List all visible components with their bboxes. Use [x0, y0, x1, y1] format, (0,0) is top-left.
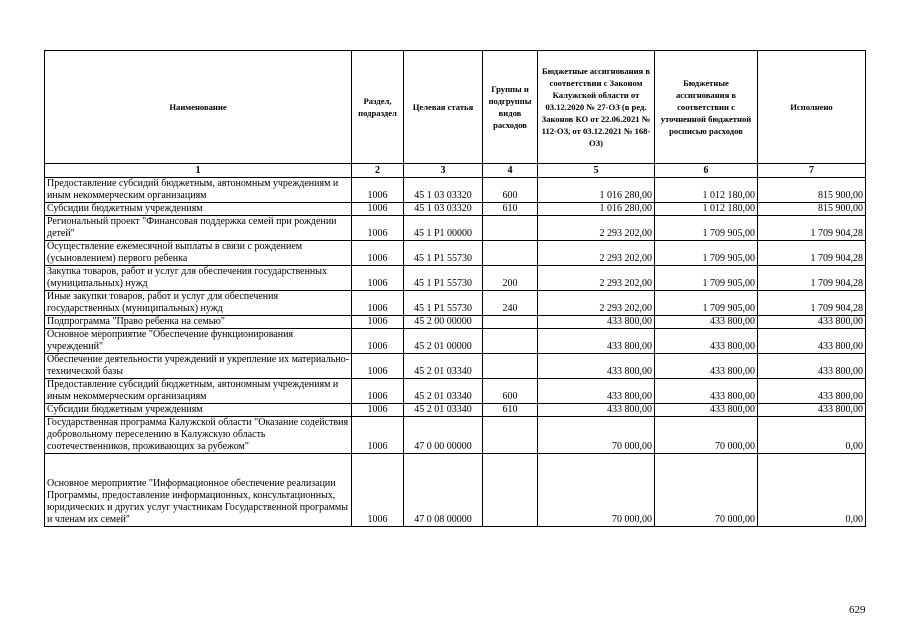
cell-executed: 0,00: [758, 454, 866, 527]
cell-law-amount: 433 800,00: [538, 354, 655, 379]
table-row: [45, 316, 866, 329]
cell-group: 600: [483, 178, 538, 203]
cell-section: 1006: [352, 241, 404, 266]
cell-group: [483, 241, 538, 266]
cell-target: 45 2 01 00000: [404, 329, 483, 354]
cell-target: 45 1 03 03320: [404, 203, 483, 216]
cell-group: 200: [483, 266, 538, 291]
cell-revised-amount: 70 000,00: [655, 454, 758, 527]
table-row: [45, 291, 866, 316]
cell-revised-amount: 433 800,00: [655, 354, 758, 379]
header-target: Целевая статья: [404, 51, 483, 164]
cell-law-amount: 2 293 202,00: [538, 241, 655, 266]
cell-target: 47 0 00 00000: [404, 417, 483, 454]
cell-executed: 433 800,00: [758, 404, 866, 417]
cell-section: 1006: [352, 291, 404, 316]
cell-target: 45 1 P1 00000: [404, 216, 483, 241]
cell-revised-amount: 1 709 905,00: [655, 266, 758, 291]
cell-law-amount: 433 800,00: [538, 379, 655, 404]
cell-group: [483, 454, 538, 527]
header-revised-amount: Бюджетные ассигнования в соответствии с уточненной бюджетной росписью расходов: [655, 51, 758, 164]
table-row: [45, 417, 866, 454]
cell-executed: 433 800,00: [758, 354, 866, 379]
cell-group: 600: [483, 379, 538, 404]
cell-revised-amount: 1 709 905,00: [655, 216, 758, 241]
table-row: [45, 178, 866, 203]
cell-section: 1006: [352, 316, 404, 329]
column-number: 5: [538, 164, 655, 178]
cell-section: 1006: [352, 203, 404, 216]
cell-executed: 1 709 904,28: [758, 216, 866, 241]
cell-group: [483, 417, 538, 454]
header-row: [45, 51, 866, 164]
column-number: 6: [655, 164, 758, 178]
cell-revised-amount: 433 800,00: [655, 379, 758, 404]
cell-name: Предоставление субсидий бюджетным, автономным учреждениям и иным некоммерческим организациям: [45, 178, 352, 203]
table-row: [45, 266, 866, 291]
cell-target: 45 1 P1 55730: [404, 241, 483, 266]
cell-executed: 1 709 904,28: [758, 241, 866, 266]
cell-name: Государственная программа Калужской области "Оказание содействия добровольному переселению в Калужскую область соотечественников, проживающих за рубежом": [45, 417, 352, 454]
cell-executed: 433 800,00: [758, 329, 866, 354]
cell-law-amount: 2 293 202,00: [538, 291, 655, 316]
cell-section: 1006: [352, 329, 404, 354]
column-number: 4: [483, 164, 538, 178]
cell-name: Закупка товаров, работ и услуг для обеспечения государственных (муниципальных) нужд: [45, 266, 352, 291]
cell-law-amount: 2 293 202,00: [538, 216, 655, 241]
table-row: [45, 454, 866, 527]
cell-name: Подпрограмма "Право ребенка на семью": [45, 316, 352, 329]
cell-revised-amount: 433 800,00: [655, 404, 758, 417]
cell-target: 45 2 01 03340: [404, 379, 483, 404]
column-number-row: [45, 164, 866, 178]
cell-target: 45 1 P1 55730: [404, 291, 483, 316]
cell-law-amount: 1 016 280,00: [538, 203, 655, 216]
table-row: [45, 379, 866, 404]
cell-section: 1006: [352, 417, 404, 454]
column-number: 7: [758, 164, 866, 178]
column-number: 1: [45, 164, 352, 178]
cell-name: Субсидии бюджетным учреждениям: [45, 203, 352, 216]
table-row: [45, 203, 866, 216]
cell-executed: 815 900,00: [758, 178, 866, 203]
cell-target: 45 1 P1 55730: [404, 266, 483, 291]
cell-section: 1006: [352, 454, 404, 527]
budget-table: [44, 50, 866, 527]
cell-executed: 0,00: [758, 417, 866, 454]
cell-law-amount: 70 000,00: [538, 454, 655, 527]
cell-group: 240: [483, 291, 538, 316]
cell-name: Основное мероприятие "Информационное обеспечение реализации Программы, предоставление информационных, консультационных, юридических и других услуг участникам Государственной программы и членам их семей": [45, 454, 352, 527]
table-body: [45, 178, 866, 527]
cell-group: 610: [483, 404, 538, 417]
cell-name: Региональный проект "Финансовая поддержка семей при рождении детей": [45, 216, 352, 241]
cell-group: 610: [483, 203, 538, 216]
cell-revised-amount: 433 800,00: [655, 329, 758, 354]
header-group: Группы и подгруппы видов расходов: [483, 51, 538, 164]
cell-revised-amount: 1 012 180,00: [655, 178, 758, 203]
cell-section: 1006: [352, 354, 404, 379]
page-number: 629: [849, 604, 866, 616]
cell-group: [483, 316, 538, 329]
cell-revised-amount: 433 800,00: [655, 316, 758, 329]
cell-law-amount: 433 800,00: [538, 316, 655, 329]
cell-revised-amount: 70 000,00: [655, 417, 758, 454]
table-row: [45, 329, 866, 354]
cell-target: 47 0 08 00000: [404, 454, 483, 527]
cell-name: Предоставление субсидий бюджетным, автономным учреждениям и иным некоммерческим организациям: [45, 379, 352, 404]
cell-law-amount: 433 800,00: [538, 329, 655, 354]
header-name: Наименование: [45, 51, 352, 164]
cell-name: Иные закупки товаров, работ и услуг для обеспечения государственных (муниципальных) нужд: [45, 291, 352, 316]
cell-law-amount: 2 293 202,00: [538, 266, 655, 291]
cell-name: Основное мероприятие "Обеспечение функционирования учреждений": [45, 329, 352, 354]
cell-law-amount: 70 000,00: [538, 417, 655, 454]
cell-target: 45 2 01 03340: [404, 404, 483, 417]
table-row: [45, 354, 866, 379]
cell-group: [483, 329, 538, 354]
cell-section: 1006: [352, 404, 404, 417]
column-number: 3: [404, 164, 483, 178]
cell-section: 1006: [352, 266, 404, 291]
cell-executed: 815 900,00: [758, 203, 866, 216]
cell-law-amount: 1 016 280,00: [538, 178, 655, 203]
cell-executed: 433 800,00: [758, 316, 866, 329]
cell-section: 1006: [352, 216, 404, 241]
cell-target: 45 2 00 00000: [404, 316, 483, 329]
cell-group: [483, 216, 538, 241]
column-number: 2: [352, 164, 404, 178]
header-law-amount: Бюджетные ассигнования в соответствии с Законом Калужской области от 03.12.2020 № 27-ОЗ (в ред. Законов КО от 22.06.2021 № 112-ОЗ, от 03.12.2021 № 168-ОЗ): [538, 51, 655, 164]
cell-name: Субсидии бюджетным учреждениям: [45, 404, 352, 417]
cell-law-amount: 433 800,00: [538, 404, 655, 417]
table-row: [45, 404, 866, 417]
cell-executed: 1 709 904,28: [758, 266, 866, 291]
cell-executed: 1 709 904,28: [758, 291, 866, 316]
cell-name: Осуществление ежемесячной выплаты в связи с рождением (усыновлением) первого ребенка: [45, 241, 352, 266]
cell-revised-amount: 1 012 180,00: [655, 203, 758, 216]
header-section: Раздел, подраздел: [352, 51, 404, 164]
cell-target: 45 2 01 03340: [404, 354, 483, 379]
cell-section: 1006: [352, 379, 404, 404]
table-row: [45, 216, 866, 241]
cell-group: [483, 354, 538, 379]
cell-name: Обеспечение деятельности учреждений и укрепление их материально-технической базы: [45, 354, 352, 379]
cell-revised-amount: 1 709 905,00: [655, 291, 758, 316]
cell-section: 1006: [352, 178, 404, 203]
table-row: [45, 241, 866, 266]
cell-revised-amount: 1 709 905,00: [655, 241, 758, 266]
header-executed: Исполнено: [758, 51, 866, 164]
cell-target: 45 1 03 03320: [404, 178, 483, 203]
cell-executed: 433 800,00: [758, 379, 866, 404]
